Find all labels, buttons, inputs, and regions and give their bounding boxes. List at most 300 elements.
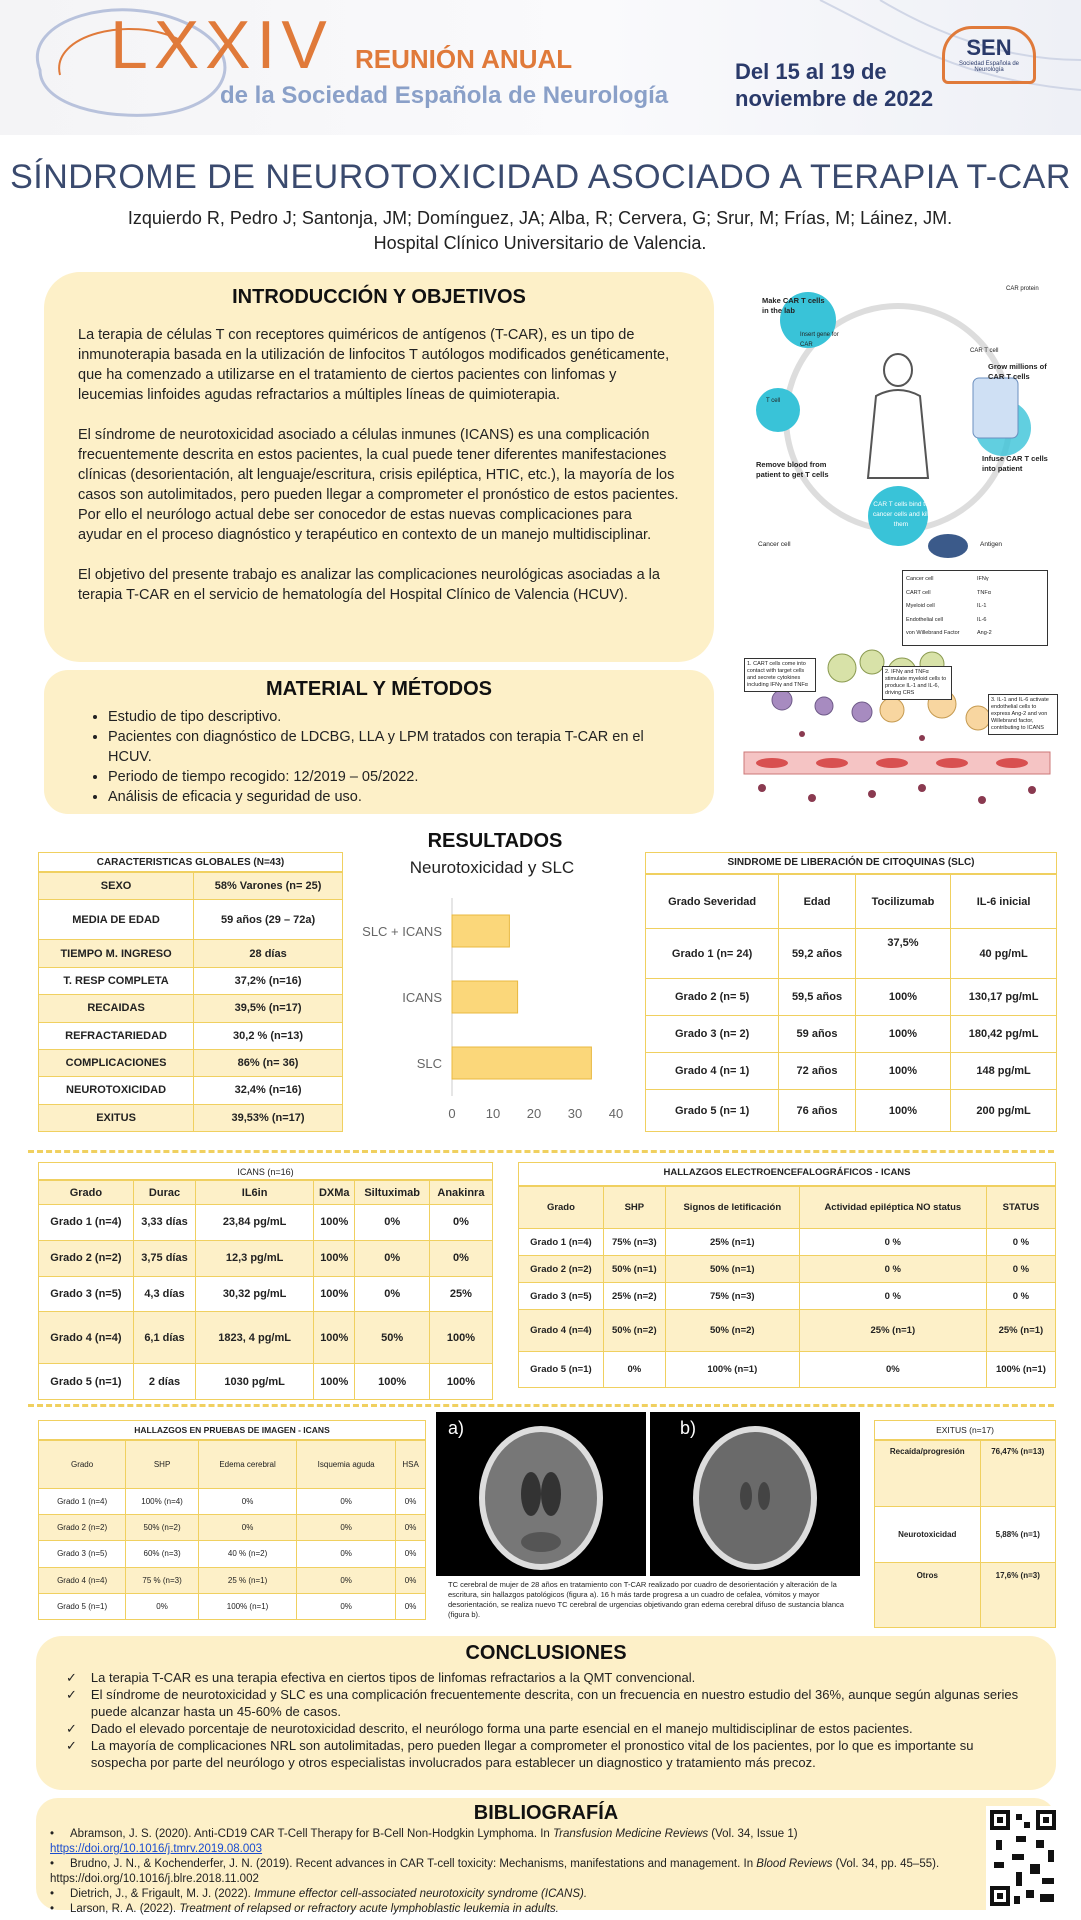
table-row bbox=[646, 1053, 1057, 1090]
methods-item: • Análisis de eficacia y seguridad de uso. bbox=[108, 787, 680, 807]
ct-label-a: a) bbox=[448, 1418, 465, 1438]
intro-paragraph: Por ello el neurólogo actual debe ser conocedor de estas nuevas complicaciones para ayudar en el proceso diagnóstico y terapéutico en contexto de un manejo multidisciplinar. bbox=[78, 507, 652, 543]
congress-dates bbox=[735, 58, 935, 112]
column-header: IL-6 inicial bbox=[951, 875, 1057, 929]
chart-tick-label: 10 bbox=[485, 1106, 501, 1121]
table-cell: 0% bbox=[429, 1240, 492, 1276]
legend-entry: Myeloid cell bbox=[906, 603, 935, 610]
chart-svg bbox=[352, 878, 632, 1128]
table-header-row bbox=[39, 1181, 493, 1205]
methods-panel bbox=[44, 670, 714, 814]
table-cell: 1030 pg/mL bbox=[196, 1364, 314, 1400]
table-cell: 0% bbox=[396, 1567, 426, 1593]
table-row bbox=[39, 1077, 343, 1104]
figure-legend bbox=[902, 570, 1048, 646]
reference-title: Treatment of relapsed or refractory acute lymphoblastic leukemia in adults. bbox=[179, 1903, 559, 1915]
icans-data-table bbox=[38, 1180, 493, 1400]
table-cell: 3,33 días bbox=[133, 1205, 195, 1241]
conclusion-text: El síndrome de neurotoxicidad y SLC es una complicación frecuentemente descrita, con un frecuencia en nuestro estudio del 36%, aunque según algunas series puede alcanzar hasta un 45-60% de casos. bbox=[90, 1687, 1019, 1719]
congress-reunion: REUNIÓN ANUAL bbox=[355, 44, 573, 74]
table-cell: 59 años (29 – 72a) bbox=[194, 900, 343, 940]
conclusion-text: Dado el elevado porcentaje de neurotoxicidad descrito, el neurólogo forma una parte esencial en el manejo multidisciplinar de estos pacientes. bbox=[90, 1721, 913, 1736]
table-cell: 200 pg/mL bbox=[951, 1090, 1057, 1132]
imaging-table bbox=[38, 1420, 426, 1620]
table-cell: 0% bbox=[355, 1205, 429, 1241]
table-cell: 59,2 años bbox=[779, 929, 856, 979]
table-cell: 0% bbox=[297, 1593, 396, 1619]
congress-number: LXXIV bbox=[110, 7, 333, 83]
table-row bbox=[39, 995, 343, 1022]
table-cell: 59 años bbox=[779, 1016, 856, 1053]
table-cell: 23,84 pg/mL bbox=[196, 1205, 314, 1241]
table-row bbox=[875, 1507, 1056, 1563]
table-cell: Grado 1 (n=4) bbox=[39, 1205, 134, 1241]
table-cell: 40 pg/mL bbox=[951, 929, 1057, 979]
poster-title: SÍNDROME DE NEUROTOXICIDAD ASOCIADO A TERAPIA T-CAR bbox=[10, 158, 1071, 196]
slc-table bbox=[645, 852, 1057, 1132]
table-cell: 37,2% (n=16) bbox=[194, 967, 343, 994]
conclusions-panel bbox=[36, 1636, 1056, 1790]
methods-item: • Periodo de tiempo recogido: 12/2019 – 05/2022. bbox=[108, 767, 680, 787]
table-cell: Grado 5 (n= 1) bbox=[646, 1090, 779, 1132]
table-row bbox=[875, 1441, 1056, 1507]
table-cell: 148 pg/mL bbox=[951, 1053, 1057, 1090]
table-cell: 0 % bbox=[986, 1256, 1055, 1283]
chart-category-label: SLC + ICANS bbox=[362, 924, 442, 939]
table-row bbox=[519, 1352, 1056, 1388]
chart-tick-label: 40 bbox=[608, 1106, 624, 1121]
ct-image-a bbox=[436, 1412, 646, 1576]
column-header: Tocilizumab bbox=[855, 875, 950, 929]
table-cell: 0% bbox=[297, 1515, 396, 1541]
table-cell: 4,3 días bbox=[133, 1276, 195, 1312]
table-cell: Grado 2 (n=2) bbox=[39, 1240, 134, 1276]
exitus-table bbox=[874, 1420, 1056, 1628]
column-header: Durac bbox=[133, 1181, 195, 1205]
table-cell: 25% bbox=[429, 1276, 492, 1312]
table-cell: Grado 1 (n= 24) bbox=[646, 929, 779, 979]
column-header: Isquemia aguda bbox=[297, 1441, 396, 1489]
exitus-data-table bbox=[874, 1440, 1056, 1628]
qr-code-icon bbox=[986, 1806, 1060, 1910]
conclusion-text: La mayoría de complicaciones NRL son autolimitadas, pero pueden llegar a comprometer el pronostico vital de los pacientes, por lo que es importante su sospecha por parte del neurólogo y otros especialistas involucrados para establecer un diagnostico y tratamiento más precoz. bbox=[90, 1738, 974, 1770]
reference-item: • Brudno, J. N., & Kochenderfer, J. N. (2019). Recent advances in CAR T-cell toxicity: Mechanisms, manifestations and management. In Blood Reviews (Vol. 34, pp. 45–55). https://doi.org/10.1016/j.blre.2018.11.002 bbox=[50, 1858, 940, 1885]
table-cell: EXITUS bbox=[39, 1104, 194, 1131]
table-cell: 75% (n=3) bbox=[665, 1283, 799, 1310]
table-cell: 0% bbox=[355, 1240, 429, 1276]
table-cell: Grado 2 (n=2) bbox=[39, 1515, 126, 1541]
ct-label-b: b) bbox=[680, 1418, 697, 1438]
column-header: Signos de letificación bbox=[665, 1187, 799, 1229]
reference-journal: Transfusion Medicine Reviews bbox=[553, 1828, 709, 1840]
authors: Izquierdo R, Pedro J; Santonja, JM; Domínguez, JA; Alba, R; Cervera, G; Srur, M; Frías, M; Láinez, JM. bbox=[127, 208, 953, 228]
global-table bbox=[38, 872, 343, 1132]
column-header: SHP bbox=[126, 1441, 199, 1489]
table-cell: 0% bbox=[198, 1515, 296, 1541]
table-cell: 75% (n=3) bbox=[603, 1229, 665, 1256]
reference-item: • Dietrich, J., & Frigault, M. J. (2022). Immune effector cell-associated neurotoxicity syndrome (ICANS). bbox=[50, 1888, 588, 1900]
table-cell: 100% bbox=[314, 1276, 355, 1312]
table-cell: MEDIA DE EDAD bbox=[39, 900, 194, 940]
table-cell: 72 años bbox=[779, 1053, 856, 1090]
conclusions-heading: CONCLUSIONES bbox=[465, 1642, 627, 1664]
table-cell: 86% (n= 36) bbox=[194, 1049, 343, 1076]
table-row bbox=[39, 1276, 493, 1312]
table-row bbox=[39, 1022, 343, 1049]
intro-paragraph: El síndrome de neurotoxicidad asociado a células inmunes (ICANS) es una complicación frecuentemente descrita en estos pacientes, la cual puede tener diferentes manifestaciones clínicas (desorientación, alt lenguaje/escritura, crisis epiléptica, HTIC, etc.), la mayoría de los casos son autolimitados, pero pueden llegar a comprometer el pronóstico de estos pacientes. bbox=[78, 427, 679, 503]
note-3: 3. IL-1 and IL-6 activate endothelial cells to express Ang-2 and von Willebrand factor, contributing to ICANS bbox=[988, 694, 1058, 735]
table-cell: 0% bbox=[396, 1489, 426, 1515]
table-caption: ICANS (n=16) bbox=[38, 1162, 493, 1180]
table-cell: 50% (n=2) bbox=[665, 1310, 799, 1352]
column-header: Actividad epiléptica NO status bbox=[799, 1187, 986, 1229]
reference-text: Dietrich, J., & Frigault, M. J. (2022). bbox=[70, 1888, 255, 1900]
table-cell: 100% bbox=[314, 1364, 355, 1400]
table-cell: 30,2 % (n=13) bbox=[194, 1022, 343, 1049]
table-cell: 75 % (n=3) bbox=[126, 1567, 199, 1593]
methods-list bbox=[78, 707, 680, 807]
check-icon: ✓ bbox=[66, 1687, 77, 1702]
table-cell: 50% bbox=[355, 1312, 429, 1364]
table-cell: 0% bbox=[396, 1515, 426, 1541]
reference-list bbox=[50, 1827, 990, 1917]
table-caption: SINDROME DE LIBERACIÓN DE CITOQUINAS (SLC) bbox=[645, 852, 1057, 874]
conclusion-item bbox=[66, 1737, 1026, 1771]
ct-image-b bbox=[650, 1412, 860, 1576]
table-cell: TIEMPO M. INGRESO bbox=[39, 940, 194, 967]
table-cell: 100% bbox=[314, 1240, 355, 1276]
table-row bbox=[39, 1593, 426, 1619]
legend-entry: Ang-2 bbox=[977, 630, 992, 637]
eeg-data-table bbox=[518, 1186, 1056, 1388]
table-cell: 100% bbox=[314, 1312, 355, 1364]
note-2: 2. IFNγ and TNFα stimulate myeloid cells to produce IL-1 and IL-6, driving CRS bbox=[882, 666, 952, 700]
table-cell: 0% bbox=[429, 1205, 492, 1241]
reference-text: Abramson, J. S. (2020). Anti-CD19 CAR T-Cell Therapy for B-Cell Non-Hodgkin Lymphoma. In bbox=[70, 1828, 553, 1840]
table-row bbox=[39, 1489, 426, 1515]
table-cell: 0% bbox=[297, 1567, 396, 1593]
antigen-label: Antigen bbox=[980, 541, 1003, 548]
legend-entry: TNFα bbox=[977, 589, 991, 596]
car-t-cell-label: CAR T cell bbox=[970, 348, 999, 354]
table-cell: 130,17 pg/mL bbox=[951, 979, 1057, 1016]
authors-block bbox=[60, 206, 1020, 256]
table-cell: 25% (n=1) bbox=[986, 1310, 1055, 1352]
intro-paragraph: El objetivo del presente trabajo es analizar las complicaciones neurológicas asociadas a la terapia T-CAR en el servicio de hematología del Hospital Clínico de Valencia (HCUV). bbox=[78, 567, 660, 603]
table-cell: NEUROTOXICIDAD bbox=[39, 1077, 194, 1104]
column-header: HSA bbox=[396, 1441, 426, 1489]
table-cell: REFRACTARIEDAD bbox=[39, 1022, 194, 1049]
table-row bbox=[39, 1567, 426, 1593]
table-cell: COMPLICACIONES bbox=[39, 1049, 194, 1076]
chart-title: Neurotoxicidad y SLC bbox=[409, 858, 575, 877]
table-row bbox=[39, 900, 343, 940]
table-row bbox=[39, 1312, 493, 1364]
methods-heading: MATERIAL Y MÉTODOS bbox=[266, 678, 492, 700]
table-row bbox=[646, 1090, 1057, 1132]
table-cell: T. RESP COMPLETA bbox=[39, 967, 194, 994]
table-caption: CARACTERISTICAS GLOBALES (N=43) bbox=[38, 852, 343, 872]
table-cell: RECAIDAS bbox=[39, 995, 194, 1022]
imaging-data-table bbox=[38, 1440, 426, 1620]
table-cell: 39,53% (n=17) bbox=[194, 1104, 343, 1131]
reference-text: Brudno, J. N., & Kochenderfer, J. N. (2019). Recent advances in CAR T-cell toxicity: Mechanisms, manifestations and management. In bbox=[70, 1858, 757, 1870]
methods-item: • Pacientes con diagnóstico de LDCBG, LLA y LPM tratados con terapia T-CAR en el HCUV. bbox=[108, 727, 680, 767]
column-header: Anakinra bbox=[429, 1181, 492, 1205]
legend-entry: von Willebrand Factor bbox=[906, 630, 960, 637]
table-cell: Grado 4 (n=4) bbox=[39, 1312, 134, 1364]
table-cell: 0 % bbox=[799, 1256, 986, 1283]
table-cell: 100% bbox=[855, 979, 950, 1016]
cytokine-mechanism-figure bbox=[742, 570, 1060, 810]
column-header: Grado bbox=[519, 1187, 604, 1229]
table-cell: 0% bbox=[355, 1276, 429, 1312]
table-cell: 1823, 4 pg/mL bbox=[196, 1312, 314, 1364]
reference-title: Immune effector cell-associated neurotoxicity syndrome (ICANS). bbox=[254, 1888, 588, 1900]
column-header: DXMa bbox=[314, 1181, 355, 1205]
table-cell: Grado 3 (n=5) bbox=[39, 1541, 126, 1567]
ct-caption: TC cerebral de mujer de 28 años en tratamiento con T-CAR realizado por cuadro de desorientación y alteración de la escritura, sin hallazgos patológicos (figura a). 16 h más tarde progresa a un cuadro de cefalea, vómitos y mayor desorientación, se realiza nuevo TC cerebral de urgencias objetivando gran edema cerebral difuso de sustancia blanca (figura b). bbox=[448, 1580, 844, 1619]
table-cell: Grado 5 (n=1) bbox=[39, 1364, 134, 1400]
column-header: Grado bbox=[39, 1441, 126, 1489]
hospital: Hospital Clínico Universitario de Valencia. bbox=[373, 233, 707, 253]
methods-item: • Estudio de tipo descriptivo. bbox=[108, 707, 680, 727]
conclusion-item bbox=[66, 1686, 1026, 1720]
table-cell: 25% (n=2) bbox=[603, 1283, 665, 1310]
table-cell: 0% bbox=[297, 1489, 396, 1515]
reference-text: (Vol. 34, Issue 1) bbox=[708, 1828, 798, 1840]
table-cell: 0 % bbox=[799, 1283, 986, 1310]
table-cell: Grado 2 (n=2) bbox=[519, 1256, 604, 1283]
table-row bbox=[39, 1541, 426, 1567]
intro-text bbox=[78, 325, 680, 605]
table-cell: 100% bbox=[855, 1053, 950, 1090]
table-cell: 100% bbox=[355, 1364, 429, 1400]
results-heading: RESULTADOS bbox=[427, 830, 563, 852]
column-header: Grado bbox=[39, 1181, 134, 1205]
table-caption: HALLAZGOS ELECTROENCEFALOGRÁFICOS - ICANS bbox=[518, 1162, 1056, 1186]
table-row bbox=[39, 1240, 493, 1276]
chart-tick-label: 30 bbox=[567, 1106, 583, 1121]
table-cell: 5,88% (n=1) bbox=[980, 1507, 1055, 1563]
table-row bbox=[39, 1515, 426, 1541]
table-cell: 0 % bbox=[986, 1229, 1055, 1256]
step-3-label: Grow millions of CAR T cells bbox=[988, 362, 1047, 381]
table-cell: 30,32 pg/mL bbox=[196, 1276, 314, 1312]
table-cell: 39,5% (n=17) bbox=[194, 995, 343, 1022]
sen-logo-subtext: Sociedad Española de Neurología bbox=[958, 61, 1020, 73]
reference-item: • Larson, R. A. (2022). Treatment of relapsed or refractory acute lymphoblastic leukemia in adults. bbox=[50, 1903, 559, 1915]
note-1: 1. CART cells come into contact with target cells and secrete cytokines including IFNγ and TNFα bbox=[744, 658, 816, 692]
table-cell: 50% (n=1) bbox=[665, 1256, 799, 1283]
neurotox-chart bbox=[352, 858, 632, 1138]
column-header: Siltuximab bbox=[355, 1181, 429, 1205]
conclusions-list bbox=[66, 1669, 1026, 1771]
sen-logo bbox=[942, 26, 1036, 84]
eeg-table bbox=[518, 1162, 1056, 1388]
table-cell: 0% bbox=[799, 1352, 986, 1388]
table-cell: 0% bbox=[396, 1541, 426, 1567]
table-cell: 0 % bbox=[986, 1283, 1055, 1310]
table-cell: Neurotoxicidad bbox=[875, 1507, 981, 1563]
table-cell: 25% (n=1) bbox=[665, 1229, 799, 1256]
table-cell: 37,5% bbox=[855, 929, 950, 979]
section-divider bbox=[28, 1404, 1054, 1407]
legend-entry: IL-6 bbox=[977, 616, 987, 623]
step-2b-label: Insert gene for CAR bbox=[800, 332, 839, 348]
table-cell: 100% bbox=[314, 1205, 355, 1241]
column-header: IL6in bbox=[196, 1181, 314, 1205]
step-4-label: Infuse CAR T cells into patient bbox=[982, 454, 1048, 473]
conclusion-text: La terapia T-CAR es una terapia efectiva en ciertos tipos de linfomas refractarios a la QMT convencional. bbox=[90, 1670, 696, 1685]
legend-entry: IFNγ bbox=[977, 576, 989, 582]
slc-data-table bbox=[645, 874, 1057, 1132]
bibliography-heading: BIBLIOGRAFÍA bbox=[473, 1802, 619, 1824]
table-row bbox=[519, 1310, 1056, 1352]
table-header-row bbox=[519, 1187, 1056, 1229]
table-cell: 0% bbox=[396, 1593, 426, 1619]
step-5-label: CAR T cells bind to cancer cells and kill them bbox=[872, 501, 930, 528]
column-header: Edema cerebral bbox=[198, 1441, 296, 1489]
reference-text: Larson, R. A. (2022). bbox=[70, 1903, 180, 1915]
car-t-process-figure bbox=[738, 278, 1056, 566]
table-cell: Grado 3 (n= 2) bbox=[646, 1016, 779, 1053]
table-cell: 0% bbox=[297, 1541, 396, 1567]
table-cell: Grado 5 (n=1) bbox=[39, 1593, 126, 1619]
table-cell: 100% (n=1) bbox=[198, 1593, 296, 1619]
table-cell: 50% (n=2) bbox=[126, 1515, 199, 1541]
intro-heading: INTRODUCCIÓN Y OBJETIVOS bbox=[232, 286, 526, 308]
table-row bbox=[519, 1256, 1056, 1283]
table-cell: 0% bbox=[198, 1489, 296, 1515]
reference-journal: Blood Reviews bbox=[756, 1858, 833, 1870]
legend-entry: IL-1 bbox=[977, 603, 987, 610]
legend-entry: Cancer cell bbox=[906, 576, 934, 582]
table-row bbox=[39, 1049, 343, 1076]
table-cell: 60% (n=3) bbox=[126, 1541, 199, 1567]
table-header-row bbox=[646, 875, 1057, 929]
table-row bbox=[39, 1205, 493, 1241]
table-cell: Grado 1 (n=4) bbox=[519, 1229, 604, 1256]
table-row bbox=[39, 1104, 343, 1131]
table-cell: SEXO bbox=[39, 873, 194, 900]
step-1-label: Remove blood from patient to get T cells bbox=[756, 460, 829, 479]
check-icon: ✓ bbox=[66, 1670, 77, 1685]
qr-code[interactable] bbox=[986, 1806, 1060, 1910]
table-cell: 76 años bbox=[779, 1090, 856, 1132]
column-header: STATUS bbox=[986, 1187, 1055, 1229]
t-cell-label: T cell bbox=[766, 398, 781, 404]
dates-line-1: Del 15 al 19 de bbox=[735, 59, 887, 84]
intro-paragraph: La terapia de células T con receptores quiméricos de antígenos (T-CAR), es un tipo de inmunoterapia basada en la utilización de linfocitos T autólogos modificados genéticamente, que ha comenzado a utilizarse en el tratamiento de ciertos pacientes con linfomas y leucemias linfoides agudas refractarios a múltiples líneas de quimioterapia. bbox=[78, 327, 670, 403]
table-cell: Recaída/progresión bbox=[875, 1441, 981, 1507]
table-cell: 100% bbox=[429, 1364, 492, 1400]
table-cell: Grado 4 (n=4) bbox=[519, 1310, 604, 1352]
table-cell: Otros bbox=[875, 1563, 981, 1628]
table-row bbox=[646, 929, 1057, 979]
table-cell: Grado 4 (n= 1) bbox=[646, 1053, 779, 1090]
chart-bar bbox=[452, 1047, 591, 1079]
table-cell: 100% (n=1) bbox=[665, 1352, 799, 1388]
legend-entry: Endothelial cell bbox=[906, 616, 943, 623]
conclusion-item bbox=[66, 1720, 1026, 1737]
dates-line-2: noviembre de 2022 bbox=[735, 86, 934, 111]
table-cell: Grado 5 (n=1) bbox=[519, 1352, 604, 1388]
check-icon: ✓ bbox=[66, 1738, 77, 1753]
table-cell: 40 % (n=2) bbox=[198, 1541, 296, 1567]
table-cell: 2 días bbox=[133, 1364, 195, 1400]
table-cell: 100% (n=4) bbox=[126, 1489, 199, 1515]
intro-panel bbox=[44, 272, 714, 662]
table-row bbox=[39, 940, 343, 967]
table-cell: 58% Varones (n= 25) bbox=[194, 873, 343, 900]
table-cell: Grado 3 (n=5) bbox=[519, 1283, 604, 1310]
chart-tick-label: 20 bbox=[526, 1106, 542, 1121]
table-caption: EXITUS (n=17) bbox=[874, 1420, 1056, 1440]
table-cell: 28 días bbox=[194, 940, 343, 967]
cancer-cell-label: Cancer cell bbox=[758, 541, 791, 548]
brain-ct-a bbox=[436, 1412, 646, 1576]
reference-text: (Vol. 34, pp. 45–55). https://doi.org/10.1016/j.blre.2018.11.002 bbox=[50, 1858, 940, 1885]
table-row bbox=[646, 979, 1057, 1016]
table-cell: 76,47% (n=13) bbox=[980, 1441, 1055, 1507]
table-cell: 32,4% (n=16) bbox=[194, 1077, 343, 1104]
table-cell: 12,3 pg/mL bbox=[196, 1240, 314, 1276]
reference-link[interactable]: https://doi.org/10.1016/j.tmrv.2019.08.003 bbox=[50, 1843, 263, 1855]
table-row bbox=[39, 873, 343, 900]
table-cell: 25% (n=1) bbox=[799, 1310, 986, 1352]
table-row bbox=[39, 967, 343, 994]
table-cell: Grado 2 (n= 5) bbox=[646, 979, 779, 1016]
reference-item: • Abramson, J. S. (2020). Anti-CD19 CAR T-Cell Therapy for B-Cell Non-Hodgkin Lymphoma. In Transfusion Medicine Reviews (Vol. 34, Issue 1) https://doi.org/10.1016/j.tmrv.2019.08.003 bbox=[50, 1828, 798, 1855]
chart-bar bbox=[452, 981, 518, 1013]
congress-society: de la Sociedad Española de Neurología bbox=[220, 82, 669, 109]
table-cell: 0 % bbox=[799, 1229, 986, 1256]
table-row bbox=[646, 1016, 1057, 1053]
chart-category-label: ICANS bbox=[402, 990, 442, 1005]
section-divider bbox=[28, 1150, 1054, 1153]
conclusion-item bbox=[66, 1669, 1026, 1686]
table-cell: 59,5 años bbox=[779, 979, 856, 1016]
car-protein-label: CAR protein bbox=[1006, 286, 1039, 292]
column-header: Grado Severidad bbox=[646, 875, 779, 929]
table-cell: Grado 1 (n=4) bbox=[39, 1489, 126, 1515]
table-cell: 3,75 días bbox=[133, 1240, 195, 1276]
icans-table bbox=[38, 1162, 493, 1400]
table-cell: 17,6% (n=3) bbox=[980, 1563, 1055, 1628]
header-banner bbox=[0, 0, 1081, 135]
table-cell: Grado 4 (n=4) bbox=[39, 1567, 126, 1593]
column-header: Edad bbox=[779, 875, 856, 929]
chart-tick-label: 0 bbox=[448, 1106, 456, 1121]
table-cell: 100% bbox=[429, 1312, 492, 1364]
table-caption: HALLAZGOS EN PRUEBAS DE IMAGEN - ICANS bbox=[38, 1420, 426, 1440]
table-row bbox=[39, 1364, 493, 1400]
table-cell: 0% bbox=[126, 1593, 199, 1619]
table-row bbox=[875, 1563, 1056, 1628]
table-cell: Grado 3 (n=5) bbox=[39, 1276, 134, 1312]
table-cell: 100% bbox=[855, 1090, 950, 1132]
table-cell: 0% bbox=[603, 1352, 665, 1388]
chart-category-label: SLC bbox=[416, 1056, 442, 1071]
table-cell: 100% bbox=[855, 1016, 950, 1053]
table-cell: 50% (n=2) bbox=[603, 1310, 665, 1352]
column-header: SHP bbox=[603, 1187, 665, 1229]
table-cell: 100% (n=1) bbox=[986, 1352, 1055, 1388]
table-header-row bbox=[39, 1441, 426, 1489]
check-icon: ✓ bbox=[66, 1721, 77, 1736]
bibliography-panel bbox=[36, 1798, 1056, 1915]
